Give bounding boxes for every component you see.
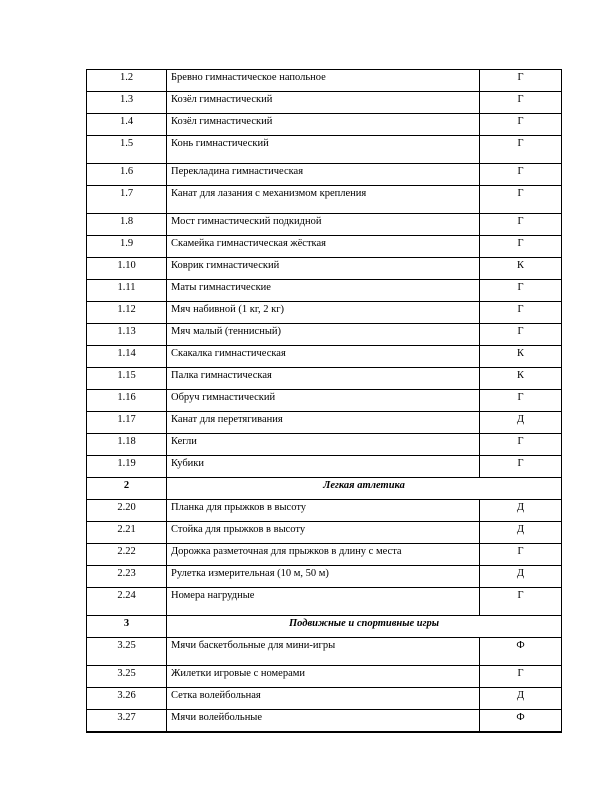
item-code: Г bbox=[480, 456, 562, 478]
item-name: Кегли bbox=[167, 434, 480, 456]
item-name: Мячи волейбольные bbox=[167, 710, 480, 733]
item-number: 1.12 bbox=[87, 302, 167, 324]
item-code: Г bbox=[480, 136, 562, 164]
item-code: Г bbox=[480, 186, 562, 214]
table-row bbox=[87, 346, 562, 368]
item-number: 1.16 bbox=[87, 390, 167, 412]
item-code: Д bbox=[480, 500, 562, 522]
item-number: 1.13 bbox=[87, 324, 167, 346]
item-number: 1.2 bbox=[87, 70, 167, 92]
table-row bbox=[87, 136, 562, 164]
item-number: 1.18 bbox=[87, 434, 167, 456]
table-row bbox=[87, 92, 562, 114]
table-row bbox=[87, 368, 562, 390]
item-name: Номера нагрудные bbox=[167, 588, 480, 616]
item-code: Г bbox=[480, 164, 562, 186]
item-name: Бревно гимнастическое напольное bbox=[167, 70, 480, 92]
table-row bbox=[87, 324, 562, 346]
item-number: 1.3 bbox=[87, 92, 167, 114]
item-name: Мост гимнастический подкидной bbox=[167, 214, 480, 236]
item-number: 3.25 bbox=[87, 638, 167, 666]
item-code: Г bbox=[480, 588, 562, 616]
table-row bbox=[87, 164, 562, 186]
item-code: Г bbox=[480, 236, 562, 258]
item-name: Дорожка разметочная для прыжков в длину с места bbox=[167, 544, 480, 566]
table-row bbox=[87, 302, 562, 324]
item-code: Д bbox=[480, 566, 562, 588]
item-code: Г bbox=[480, 214, 562, 236]
item-name: Маты гимнастические bbox=[167, 280, 480, 302]
item-number: 3.27 bbox=[87, 710, 167, 733]
item-number: 1.9 bbox=[87, 236, 167, 258]
table-row bbox=[87, 280, 562, 302]
item-code: Г bbox=[480, 434, 562, 456]
item-name: Планка для прыжков в высоту bbox=[167, 500, 480, 522]
item-name: Канат для перетягивания bbox=[167, 412, 480, 434]
table-row bbox=[87, 588, 562, 616]
item-number: 2.22 bbox=[87, 544, 167, 566]
item-name: Стойка для прыжков в высоту bbox=[167, 522, 480, 544]
section-header-row bbox=[87, 616, 562, 638]
item-name: Скакалка гимнастическая bbox=[167, 346, 480, 368]
item-number: 1.4 bbox=[87, 114, 167, 136]
item-code: Г bbox=[480, 390, 562, 412]
item-number: 1.14 bbox=[87, 346, 167, 368]
equipment-table bbox=[86, 69, 562, 733]
section-title: Легкая атлетика bbox=[167, 478, 562, 500]
item-code: Д bbox=[480, 412, 562, 434]
section-header-row bbox=[87, 478, 562, 500]
item-name: Козёл гимнастический bbox=[167, 114, 480, 136]
item-name: Мяч набивной (1 кг, 2 кг) bbox=[167, 302, 480, 324]
item-number: 1.8 bbox=[87, 214, 167, 236]
item-code: Г bbox=[480, 544, 562, 566]
table-row bbox=[87, 566, 562, 588]
item-number: 1.10 bbox=[87, 258, 167, 280]
item-name: Жилетки игровые с номерами bbox=[167, 666, 480, 688]
table-row bbox=[87, 544, 562, 566]
item-number: 1.6 bbox=[87, 164, 167, 186]
item-name: Перекладина гимнастическая bbox=[167, 164, 480, 186]
item-code: Г bbox=[480, 302, 562, 324]
item-number: 1.19 bbox=[87, 456, 167, 478]
item-name: Коврик гимнастический bbox=[167, 258, 480, 280]
item-name: Рулетка измерительная (10 м, 50 м) bbox=[167, 566, 480, 588]
item-number: 1.11 bbox=[87, 280, 167, 302]
item-number: 1.17 bbox=[87, 412, 167, 434]
item-number: 2.20 bbox=[87, 500, 167, 522]
item-name: Мячи баскетбольные для мини-игры bbox=[167, 638, 480, 666]
item-number: 2.23 bbox=[87, 566, 167, 588]
table-row bbox=[87, 522, 562, 544]
item-number: 1.7 bbox=[87, 186, 167, 214]
item-code: Г bbox=[480, 324, 562, 346]
item-number: 2.24 bbox=[87, 588, 167, 616]
item-name: Кубики bbox=[167, 456, 480, 478]
item-name: Канат для лазания с механизмом крепления bbox=[167, 186, 480, 214]
item-name: Сетка волейбольная bbox=[167, 688, 480, 710]
table-row bbox=[87, 456, 562, 478]
item-name: Обруч гимнастический bbox=[167, 390, 480, 412]
item-number: 1.5 bbox=[87, 136, 167, 164]
item-name: Конь гимнастический bbox=[167, 136, 480, 164]
section-number: 3 bbox=[87, 616, 167, 638]
item-name: Мяч малый (теннисный) bbox=[167, 324, 480, 346]
item-code: Ф bbox=[480, 638, 562, 666]
table-row bbox=[87, 688, 562, 710]
item-code: К bbox=[480, 346, 562, 368]
table-row bbox=[87, 114, 562, 136]
item-code: Г bbox=[480, 114, 562, 136]
table-row bbox=[87, 638, 562, 666]
item-code: Г bbox=[480, 280, 562, 302]
item-code: Ф bbox=[480, 710, 562, 733]
item-code: Д bbox=[480, 688, 562, 710]
table-row bbox=[87, 258, 562, 280]
table-row bbox=[87, 434, 562, 456]
table-row bbox=[87, 500, 562, 522]
table-row bbox=[87, 666, 562, 688]
item-name: Скамейка гимнастическая жёсткая bbox=[167, 236, 480, 258]
table-row bbox=[87, 70, 562, 92]
item-code: Г bbox=[480, 92, 562, 114]
item-number: 3.26 bbox=[87, 688, 167, 710]
item-number: 3.25 bbox=[87, 666, 167, 688]
table-row bbox=[87, 412, 562, 434]
table-row bbox=[87, 710, 562, 733]
section-number: 2 bbox=[87, 478, 167, 500]
item-code: К bbox=[480, 368, 562, 390]
item-name: Палка гимнастическая bbox=[167, 368, 480, 390]
item-code: Д bbox=[480, 522, 562, 544]
item-name: Козёл гимнастический bbox=[167, 92, 480, 114]
table-row bbox=[87, 390, 562, 412]
section-title: Подвижные и спортивные игры bbox=[167, 616, 562, 638]
equipment-table-body bbox=[87, 70, 562, 733]
item-number: 2.21 bbox=[87, 522, 167, 544]
table-row bbox=[87, 236, 562, 258]
table-row bbox=[87, 214, 562, 236]
item-code: Г bbox=[480, 666, 562, 688]
item-number: 1.15 bbox=[87, 368, 167, 390]
table-row bbox=[87, 186, 562, 214]
item-code: Г bbox=[480, 70, 562, 92]
item-code: К bbox=[480, 258, 562, 280]
